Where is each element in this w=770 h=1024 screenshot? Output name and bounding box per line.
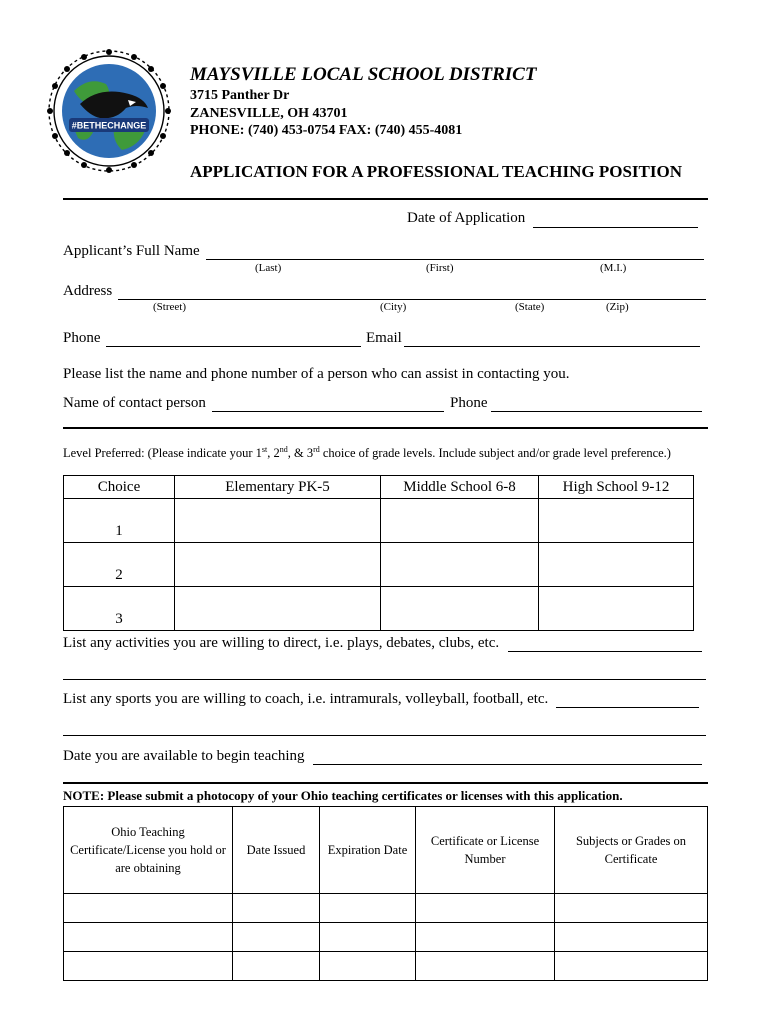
contact-phone-label: Phone [450, 395, 488, 411]
column-header: High School 9-12 [539, 476, 694, 499]
district-city: ZANESVILLE, OH 43701 [190, 106, 348, 121]
date-of-application-label: Date of Application [407, 210, 526, 226]
available-date-field[interactable] [313, 764, 702, 765]
first-name-hint: (First) [426, 262, 454, 274]
table-row [64, 894, 708, 923]
divider [63, 427, 708, 429]
sports-field[interactable] [556, 707, 699, 708]
column-header: Ohio Teaching Certificate/License you hold or are obtaining [64, 807, 233, 894]
middle-school-cell[interactable] [381, 543, 539, 587]
expiration-date-cell[interactable] [320, 952, 416, 981]
zip-hint: (Zip) [606, 301, 629, 313]
certificate-cell[interactable] [64, 952, 233, 981]
column-header: Middle School 6-8 [381, 476, 539, 499]
form-title: APPLICATION FOR A PROFESSIONAL TEACHING POSITION [190, 162, 682, 181]
middle-school-cell[interactable] [381, 499, 539, 543]
date-issued-cell[interactable] [233, 952, 320, 981]
activities-field[interactable] [508, 651, 702, 652]
license-number-cell[interactable] [416, 894, 555, 923]
date-issued-cell[interactable] [233, 923, 320, 952]
subjects-cell[interactable] [555, 952, 708, 981]
certificate-note: NOTE: Please submit a photocopy of your Ohio teaching certificates or licenses with this application. [63, 788, 623, 803]
column-header: Expiration Date [320, 807, 416, 894]
available-date-label: Date you are available to begin teaching [63, 748, 305, 764]
email-label: Email [366, 330, 402, 346]
table-row [64, 499, 694, 543]
choice-number: 2 [64, 543, 175, 587]
full-name-field[interactable] [206, 259, 704, 260]
elementary-cell[interactable] [175, 587, 381, 631]
contact-name-field[interactable] [212, 411, 444, 412]
sports-label: List any sports you are willing to coach, i.e. intramurals, volleyball, football, etc. [63, 691, 549, 707]
activities-label: List any activities you are willing to direct, i.e. plays, debates, clubs, etc. [63, 635, 500, 651]
street-hint: (Street) [153, 301, 186, 313]
column-header: Choice [64, 476, 175, 499]
grade-level-choice-table [63, 475, 694, 631]
mi-hint: (M.I.) [600, 262, 627, 274]
column-header: Elementary PK-5 [175, 476, 381, 499]
elementary-cell[interactable] [175, 499, 381, 543]
table-row [64, 952, 708, 981]
date-issued-cell[interactable] [233, 894, 320, 923]
city-hint: (City) [380, 301, 407, 313]
divider [63, 198, 708, 200]
address-field[interactable] [118, 299, 706, 300]
district-phone-fax: PHONE: (740) 453-0754 FAX: (740) 455-4081 [190, 123, 463, 138]
email-field[interactable] [404, 346, 700, 347]
phone-label: Phone [63, 330, 101, 346]
expiration-date-cell[interactable] [320, 923, 416, 952]
sports-field-line-2[interactable] [63, 735, 706, 736]
middle-school-cell[interactable] [381, 587, 539, 631]
contact-instructions: Please list the name and phone number of a person who can assist in contacting you. [63, 366, 570, 382]
last-name-hint: (Last) [255, 262, 282, 274]
activities-field-line-2[interactable] [63, 679, 706, 680]
subjects-cell[interactable] [555, 923, 708, 952]
high-school-cell[interactable] [539, 587, 694, 631]
column-header: Certificate or License Number [416, 807, 555, 894]
district-name: MAYSVILLE LOCAL SCHOOL DISTRICT [190, 64, 537, 85]
table-row [64, 543, 694, 587]
contact-phone-field[interactable] [491, 411, 702, 412]
license-number-cell[interactable] [416, 923, 555, 952]
column-header: Date Issued [233, 807, 320, 894]
address-label: Address [63, 283, 113, 299]
elementary-cell[interactable] [175, 543, 381, 587]
high-school-cell[interactable] [539, 499, 694, 543]
logo-text: #BETHECHANGE [71, 120, 147, 131]
certificate-table [63, 806, 708, 981]
level-preferred-instructions: Level Preferred: (Please indicate your 1st, 2nd, & 3rd choice of grade levels. Include subject and/or grade level preference.) [63, 445, 671, 461]
divider [63, 782, 708, 784]
choice-number: 1 [64, 499, 175, 543]
state-hint: (State) [515, 301, 545, 313]
date-of-application-field[interactable] [533, 227, 698, 228]
district-street: 3715 Panther Dr [190, 88, 290, 103]
column-header: Subjects or Grades on Certificate [555, 807, 708, 894]
phone-field[interactable] [106, 346, 361, 347]
contact-name-label: Name of contact person [63, 395, 206, 411]
expiration-date-cell[interactable] [320, 894, 416, 923]
choice-number: 3 [64, 587, 175, 631]
certificate-cell[interactable] [64, 923, 233, 952]
table-row [64, 587, 694, 631]
certificate-cell[interactable] [64, 894, 233, 923]
district-logo [44, 46, 174, 176]
subjects-cell[interactable] [555, 894, 708, 923]
table-row [64, 923, 708, 952]
license-number-cell[interactable] [416, 952, 555, 981]
full-name-label: Applicant’s Full Name [63, 243, 200, 259]
high-school-cell[interactable] [539, 543, 694, 587]
